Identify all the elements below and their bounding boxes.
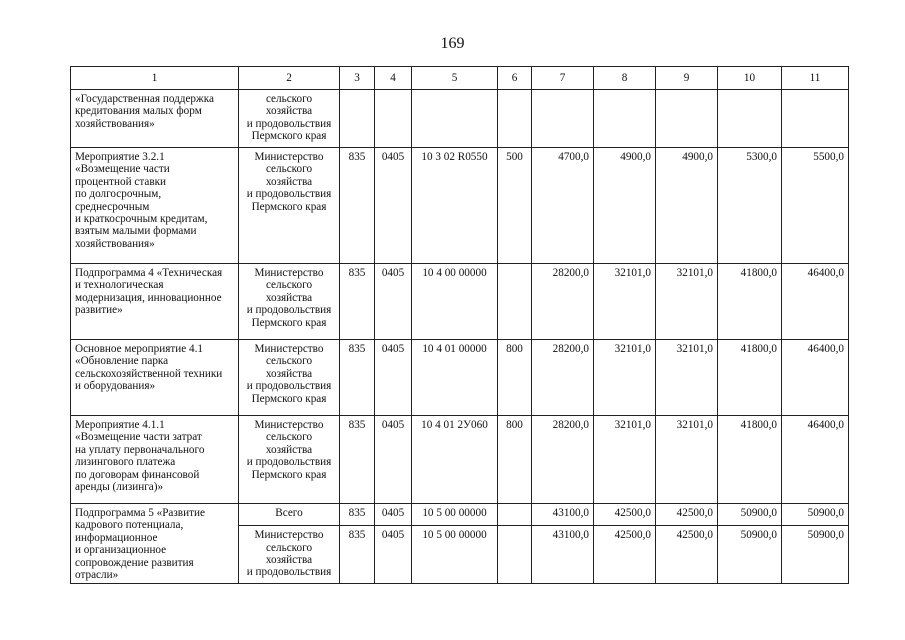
column-header: 4 xyxy=(375,67,412,90)
column-header: 6 xyxy=(498,67,532,90)
target-article-cell: 10 4 01 00000 xyxy=(412,340,498,416)
organization-cell: Министерство сельского хозяйства и продовольствия xyxy=(239,526,340,584)
amount-cell: 43100,0 xyxy=(532,504,594,526)
amount-cell: 32101,0 xyxy=(594,340,656,416)
expense-type-cell xyxy=(498,264,532,340)
program-name-cell: Основное мероприятие 4.1 «Обновление парка сельскохозяйственной техники и оборудования» xyxy=(71,340,239,416)
expense-type-cell xyxy=(498,526,532,584)
organization-cell: Министерство сельского хозяйства и продовольствия Пермского края xyxy=(239,264,340,340)
column-header: 10 xyxy=(718,67,782,90)
amount-cell: 46400,0 xyxy=(782,264,849,340)
amount-cell: 43100,0 xyxy=(532,526,594,584)
code-cell: 835 xyxy=(340,504,375,526)
amount-cell: 50900,0 xyxy=(782,504,849,526)
amount-cell: 50900,0 xyxy=(782,526,849,584)
amount-cell: 4900,0 xyxy=(656,148,718,264)
amount-cell: 5300,0 xyxy=(718,148,782,264)
target-article-cell: 10 5 00 00000 xyxy=(412,504,498,526)
amount-cell: 4900,0 xyxy=(594,148,656,264)
amount-cell xyxy=(782,90,849,148)
code-cell: 835 xyxy=(340,340,375,416)
expense-type-cell: 800 xyxy=(498,340,532,416)
section-cell: 0405 xyxy=(375,148,412,264)
budget-table xyxy=(70,66,849,584)
section-cell: 0405 xyxy=(375,264,412,340)
code-cell xyxy=(340,90,375,148)
amount-cell xyxy=(656,90,718,148)
column-header: 5 xyxy=(412,67,498,90)
column-header: 9 xyxy=(656,67,718,90)
table-header-row xyxy=(71,67,849,90)
target-article-cell: 10 5 00 00000 xyxy=(412,526,498,584)
code-cell: 835 xyxy=(340,416,375,504)
page-number: 169 xyxy=(440,35,465,52)
amount-cell xyxy=(718,90,782,148)
column-header: 11 xyxy=(782,67,849,90)
amount-cell: 32101,0 xyxy=(594,416,656,504)
amount-cell: 32101,0 xyxy=(656,416,718,504)
table-row xyxy=(71,90,849,148)
amount-cell xyxy=(594,90,656,148)
amount-cell: 5500,0 xyxy=(782,148,849,264)
target-article-cell: 10 4 01 2У060 xyxy=(412,416,498,504)
amount-cell: 42500,0 xyxy=(594,526,656,584)
table-row xyxy=(71,416,849,504)
amount-cell: 32101,0 xyxy=(656,264,718,340)
amount-cell: 46400,0 xyxy=(782,416,849,504)
column-header: 3 xyxy=(340,67,375,90)
column-header: 7 xyxy=(532,67,594,90)
expense-type-cell xyxy=(498,504,532,526)
section-cell: 0405 xyxy=(375,340,412,416)
amount-cell: 28200,0 xyxy=(532,340,594,416)
amount-cell: 41800,0 xyxy=(718,340,782,416)
organization-cell: Министерство сельского хозяйства и продовольствия Пермского края xyxy=(239,148,340,264)
amount-cell: 50900,0 xyxy=(718,526,782,584)
amount-cell: 32101,0 xyxy=(656,340,718,416)
amount-cell: 41800,0 xyxy=(718,416,782,504)
expense-type-cell: 500 xyxy=(498,148,532,264)
program-name-cell: Мероприятие 4.1.1 «Возмещение части затрат на уплату первоначального лизингового платежа по договорам финансовой аренды (лизинга)» xyxy=(71,416,239,504)
target-article-cell: 10 4 00 00000 xyxy=(412,264,498,340)
target-article-cell xyxy=(412,90,498,148)
section-cell: 0405 xyxy=(375,504,412,526)
program-name-cell: Мероприятие 3.2.1 «Возмещение части процентной ставки по долгосрочным, среднесрочным и краткосрочным кредитам, взятым малыми формами хозяйствования» xyxy=(71,148,239,264)
amount-cell: 50900,0 xyxy=(718,504,782,526)
expense-type-cell xyxy=(498,90,532,148)
table-row xyxy=(71,148,849,264)
code-cell: 835 xyxy=(340,148,375,264)
amount-cell: 42500,0 xyxy=(594,504,656,526)
section-cell: 0405 xyxy=(375,416,412,504)
column-header: 8 xyxy=(594,67,656,90)
program-name-cell: Подпрограмма 5 «Развитие кадрового потенциала, информационное и организационное сопровождение развития отрасли» xyxy=(71,504,239,584)
program-name-cell: «Государственная поддержка кредитования малых форм хозяйствования» xyxy=(71,90,239,148)
amount-cell: 46400,0 xyxy=(782,340,849,416)
table-row xyxy=(71,504,849,526)
section-cell: 0405 xyxy=(375,526,412,584)
amount-cell: 28200,0 xyxy=(532,416,594,504)
organization-cell: Министерство сельского хозяйства и продовольствия Пермского края xyxy=(239,340,340,416)
expense-type-cell: 800 xyxy=(498,416,532,504)
organization-cell: Всего xyxy=(239,504,340,526)
program-name-cell: Подпрограмма 4 «Техническая и технологическая модернизация, инновационное развитие» xyxy=(71,264,239,340)
amount-cell: 42500,0 xyxy=(656,526,718,584)
organization-cell: Министерство сельского хозяйства и продовольствия Пермского края xyxy=(239,416,340,504)
amount-cell: 32101,0 xyxy=(594,264,656,340)
column-header: 1 xyxy=(71,67,239,90)
amount-cell: 41800,0 xyxy=(718,264,782,340)
amount-cell: 4700,0 xyxy=(532,148,594,264)
code-cell: 835 xyxy=(340,264,375,340)
amount-cell xyxy=(532,90,594,148)
column-header: 2 xyxy=(239,67,340,90)
amount-cell: 42500,0 xyxy=(656,504,718,526)
table-row xyxy=(71,264,849,340)
section-cell xyxy=(375,90,412,148)
code-cell: 835 xyxy=(340,526,375,584)
amount-cell: 28200,0 xyxy=(532,264,594,340)
table-row xyxy=(71,340,849,416)
organization-cell: сельского хозяйства и продовольствия Пермского края xyxy=(239,90,340,148)
target-article-cell: 10 3 02 R0550 xyxy=(412,148,498,264)
